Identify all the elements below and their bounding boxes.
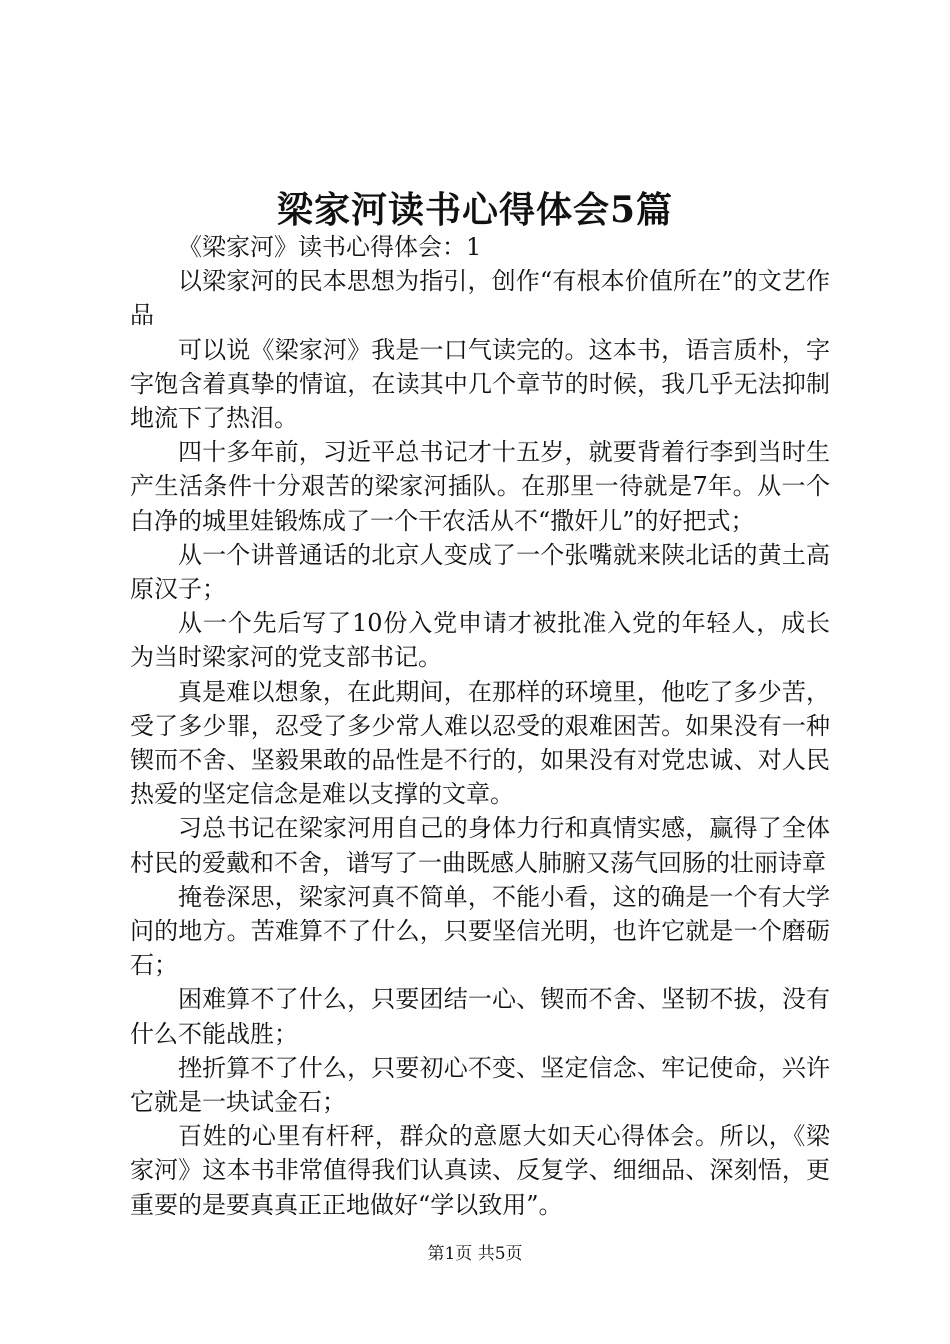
paragraph: 以梁家河的民本思想为指引，创作“有根本价值所在”的文艺作品 — [130, 267, 830, 330]
paragraph: 真是难以想象，在此期间，在那样的环境里，他吃了多少苦，受了多少罪，忍受了多少常人难以忍受的艰难困苦。如果没有一种锲而不舍、坚毅果敢的品性是不行的，如果没有对党忠诚、对人民热爱的坚定信念是难以支撑的文章。 — [130, 677, 830, 809]
paragraph: 四十多年前，习近平总书记才十五岁，就要背着行李到当时生产生活条件十分艰苦的梁家河插队。在那里一待就是7年。从一个白净的城里娃锻炼成了一个干农活从不“撒奸儿”的好把式； — [130, 438, 830, 535]
paragraph: 挫折算不了什么，只要初心不变、坚定信念、牢记使命，兴许它就是一块试金石； — [130, 1053, 830, 1117]
page-number-footer: 第1页 共5页 — [427, 1244, 523, 1264]
paragraph: 从一个讲普通话的北京人变成了一个张嘴就来陕北话的黄土高原汉子； — [130, 540, 830, 604]
paragraph: 掩卷深思，梁家河真不简单，不能小看，这的确是一个有大学问的地方。苦难算不了什么，只要坚信光明，也许它就是一个磨砺石； — [130, 882, 830, 980]
paragraph: 困难算不了什么，只要团结一心、锲而不舍、坚韧不拔，没有什么不能战胜； — [130, 985, 830, 1048]
document-title: 梁家河读书心得体会5篇 — [276, 189, 674, 231]
paragraph: 习总书记在梁家河用自己的身体力行和真情实感，赢得了全体村民的爱戴和不舍，谱写了一曲既感人肺腑又荡气回肠的壮丽诗章 — [130, 814, 830, 877]
paragraph: 从一个先后写了10份入党申请才被批准入党的年轻人，成长为当时梁家河的党支部书记。 — [130, 609, 830, 672]
paragraph: 百姓的心里有杆秤，群众的意愿大如天心得体会。所以，《梁家河》这本书非常值得我们认真读、反复学、细细品、深刻悟，更重要的是要真真正正地做好“学以致用”。 — [130, 1122, 830, 1219]
document-body — [130, 230, 830, 1222]
paragraph: 可以说《梁家河》我是一口气读完的。这本书，语言质朴，字字饱含着真挚的情谊，在读其中几个章节的时候，我几乎无法抑制地流下了热泪。 — [130, 335, 830, 433]
paragraph: 《梁家河》读书心得体会：1 — [178, 233, 482, 261]
